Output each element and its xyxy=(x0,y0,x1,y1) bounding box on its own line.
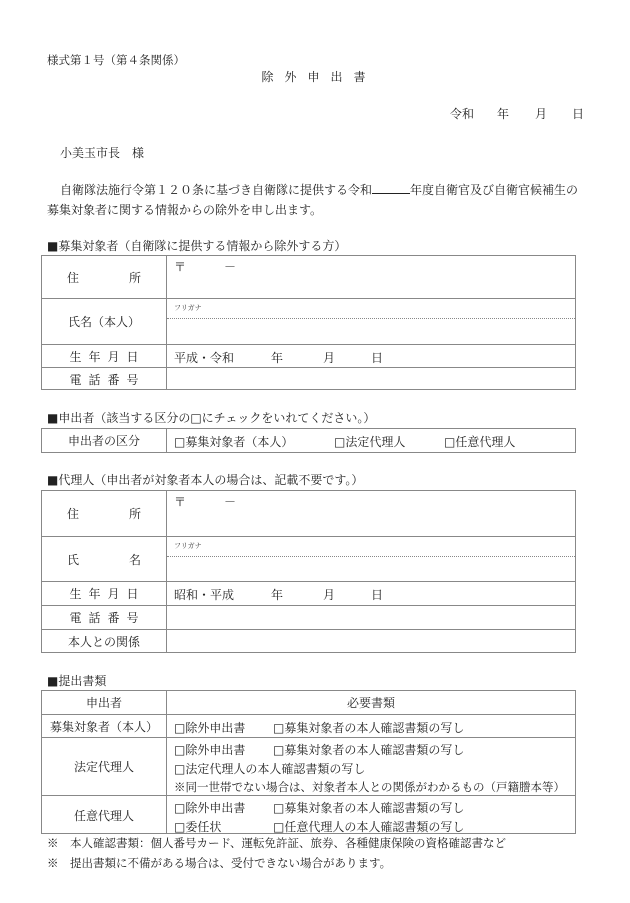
target-section-heading: ■募集対象者（自衛隊に提供する情報から除外する方） xyxy=(47,239,347,253)
agent-address-label-a: 住 xyxy=(67,507,80,521)
applicant-section-heading: ■申出者（該当する区分の□にチェックをいれてください。） xyxy=(47,411,376,425)
agent-phone-label xyxy=(42,606,167,629)
furigana-divider xyxy=(167,318,575,319)
birth-label-text: 生年月日 xyxy=(69,349,146,364)
agent-name-row xyxy=(42,536,575,581)
agent-birth-label-text: 生年月日 xyxy=(69,587,146,601)
agent-birth-row xyxy=(42,581,575,605)
applicant-type-label: 申出者の区分 xyxy=(42,429,167,452)
target-name-row xyxy=(42,298,575,344)
agent-address-row xyxy=(42,491,575,536)
applicant-options xyxy=(167,429,575,452)
agent-phone-label-text: 電話番号 xyxy=(69,611,146,625)
applicant-option-legal-agent[interactable]: □法定代理人 xyxy=(334,435,406,449)
agent-address-label-b: 所 xyxy=(128,507,141,521)
postal-mark-icon: 〒 xyxy=(174,260,187,274)
note-id-documents: ※ 本人確認書類：個人番号カード、運転免許証、旅券、各種健康保険の資格確認書など xyxy=(47,836,506,850)
body-line-1-prefix: 自衛隊法施行令第１２０条に基づき自衛隊に提供する令和 xyxy=(60,183,373,197)
furigana-label: フリガナ xyxy=(174,304,202,312)
agent-section-heading: ■代理人（申出者が対象者本人の場合は、記載不要です。） xyxy=(47,473,364,487)
doc-item[interactable]: □募集対象者の本人確認書類の写し xyxy=(273,721,465,735)
name-label: 氏名（本人） xyxy=(42,299,167,344)
agent-relation-field[interactable] xyxy=(167,630,575,653)
agent-relation-row xyxy=(42,629,575,653)
col-header-documents: 必要書類 xyxy=(346,696,395,710)
documents-applicant-voluntary-agent: 任意代理人 xyxy=(42,796,167,834)
col-header-applicant: 申出者 xyxy=(42,691,167,714)
doc-item[interactable]: □募集対象者の本人確認書類の写し xyxy=(273,801,465,815)
target-address-row xyxy=(42,256,575,298)
doc-item[interactable]: □委任状 xyxy=(174,820,222,834)
documents-row-voluntary-agent xyxy=(42,795,575,834)
form-number: 様式第１号（第４条関係） xyxy=(47,53,185,67)
documents-section-heading: ■提出書類 xyxy=(47,674,107,688)
agent-birth-month-label: 月 xyxy=(323,588,336,602)
agent-postal-dash: － xyxy=(224,495,237,509)
documents-header-row xyxy=(42,691,575,714)
documents-items-legal-agent xyxy=(167,738,575,795)
doc-item[interactable]: □除外申出書 xyxy=(174,801,246,815)
birth-label xyxy=(42,345,167,367)
documents-applicant-legal-agent: 法定代理人 xyxy=(42,738,167,795)
agent-birth-field[interactable] xyxy=(167,582,575,605)
documents-row-legal-agent xyxy=(42,737,575,795)
agent-birth-era: 昭和・平成 xyxy=(174,588,235,602)
date-era: 令和 xyxy=(450,107,475,121)
agent-address-label xyxy=(42,491,167,536)
agent-birth-year-label: 年 xyxy=(271,588,284,602)
documents-table xyxy=(41,690,576,834)
phone-label-text: 電話番号 xyxy=(69,372,146,387)
target-name-field[interactable] xyxy=(167,299,575,344)
target-address-field[interactable] xyxy=(167,256,575,298)
agent-postal-mark-icon: 〒 xyxy=(174,495,187,509)
target-birth-row xyxy=(42,344,575,367)
target-phone-field[interactable] xyxy=(167,368,575,390)
page-title: 除外申出書 xyxy=(261,70,377,84)
year-blank-field[interactable] xyxy=(372,182,410,194)
birth-year-label: 年 xyxy=(271,351,284,365)
applicant-table xyxy=(41,428,576,453)
address-label-b: 所 xyxy=(128,270,141,285)
agent-table xyxy=(41,490,576,653)
documents-applicant-self: 募集対象者（本人） xyxy=(42,715,167,737)
agent-name-field[interactable] xyxy=(167,537,575,581)
target-birth-field[interactable] xyxy=(167,345,575,367)
agent-phone-field[interactable] xyxy=(167,606,575,629)
agent-name-label xyxy=(42,537,167,581)
body-line-1-suffix: 年度自衛官及び自衛官候補生の xyxy=(410,183,579,197)
body-line-1 xyxy=(60,182,578,197)
body-line-2: 募集対象者に関する情報からの除外を申し出ます。 xyxy=(47,203,323,217)
applicant-option-voluntary-agent[interactable]: □任意代理人 xyxy=(444,435,516,449)
note-incomplete: ※ 提出書類に不備がある場合は、受付できない場合があります。 xyxy=(47,856,392,870)
agent-address-field[interactable] xyxy=(167,491,575,536)
doc-item[interactable]: □除外申出書 xyxy=(174,743,246,757)
agent-furigana-divider xyxy=(167,556,575,557)
applicant-row xyxy=(42,429,575,452)
documents-row-self xyxy=(42,714,575,737)
doc-item[interactable]: □法定代理人の本人確認書類の写し xyxy=(174,762,366,776)
date-day-label: 日 xyxy=(572,107,585,121)
address-label-a: 住 xyxy=(67,270,80,285)
agent-furigana-label: フリガナ xyxy=(174,542,202,550)
doc-item[interactable]: □募集対象者の本人確認書類の写し xyxy=(273,743,465,757)
birth-month-label: 月 xyxy=(323,351,336,365)
agent-birth-day-label: 日 xyxy=(371,588,384,602)
doc-item[interactable]: □任意代理人の本人確認書類の写し xyxy=(273,820,465,834)
target-phone-row xyxy=(42,367,575,390)
addressee: 小美玉市長 様 xyxy=(60,146,145,160)
date-month-label: 月 xyxy=(535,107,548,121)
agent-birth-label xyxy=(42,582,167,605)
date-year-label: 年 xyxy=(497,107,510,121)
doc-item[interactable]: □除外申出書 xyxy=(174,721,246,735)
agent-phone-row xyxy=(42,605,575,629)
phone-label xyxy=(42,368,167,390)
address-label xyxy=(42,256,167,298)
agent-name-label-a: 氏 xyxy=(67,552,80,567)
documents-items-voluntary-agent xyxy=(167,796,575,834)
target-table xyxy=(41,255,576,390)
applicant-option-self[interactable]: □募集対象者（本人） xyxy=(174,435,294,449)
postal-dash: － xyxy=(224,260,237,274)
agent-relation-label: 本人との関係 xyxy=(42,630,167,653)
documents-items-self xyxy=(167,715,575,737)
agent-name-label-b: 名 xyxy=(128,552,141,567)
birth-era: 平成・令和 xyxy=(174,351,235,365)
birth-day-label: 日 xyxy=(371,351,384,365)
doc-note: ※同一世帯でない場合は、対象者本人との関係がわかるもの（戸籍謄本等） xyxy=(174,780,565,794)
